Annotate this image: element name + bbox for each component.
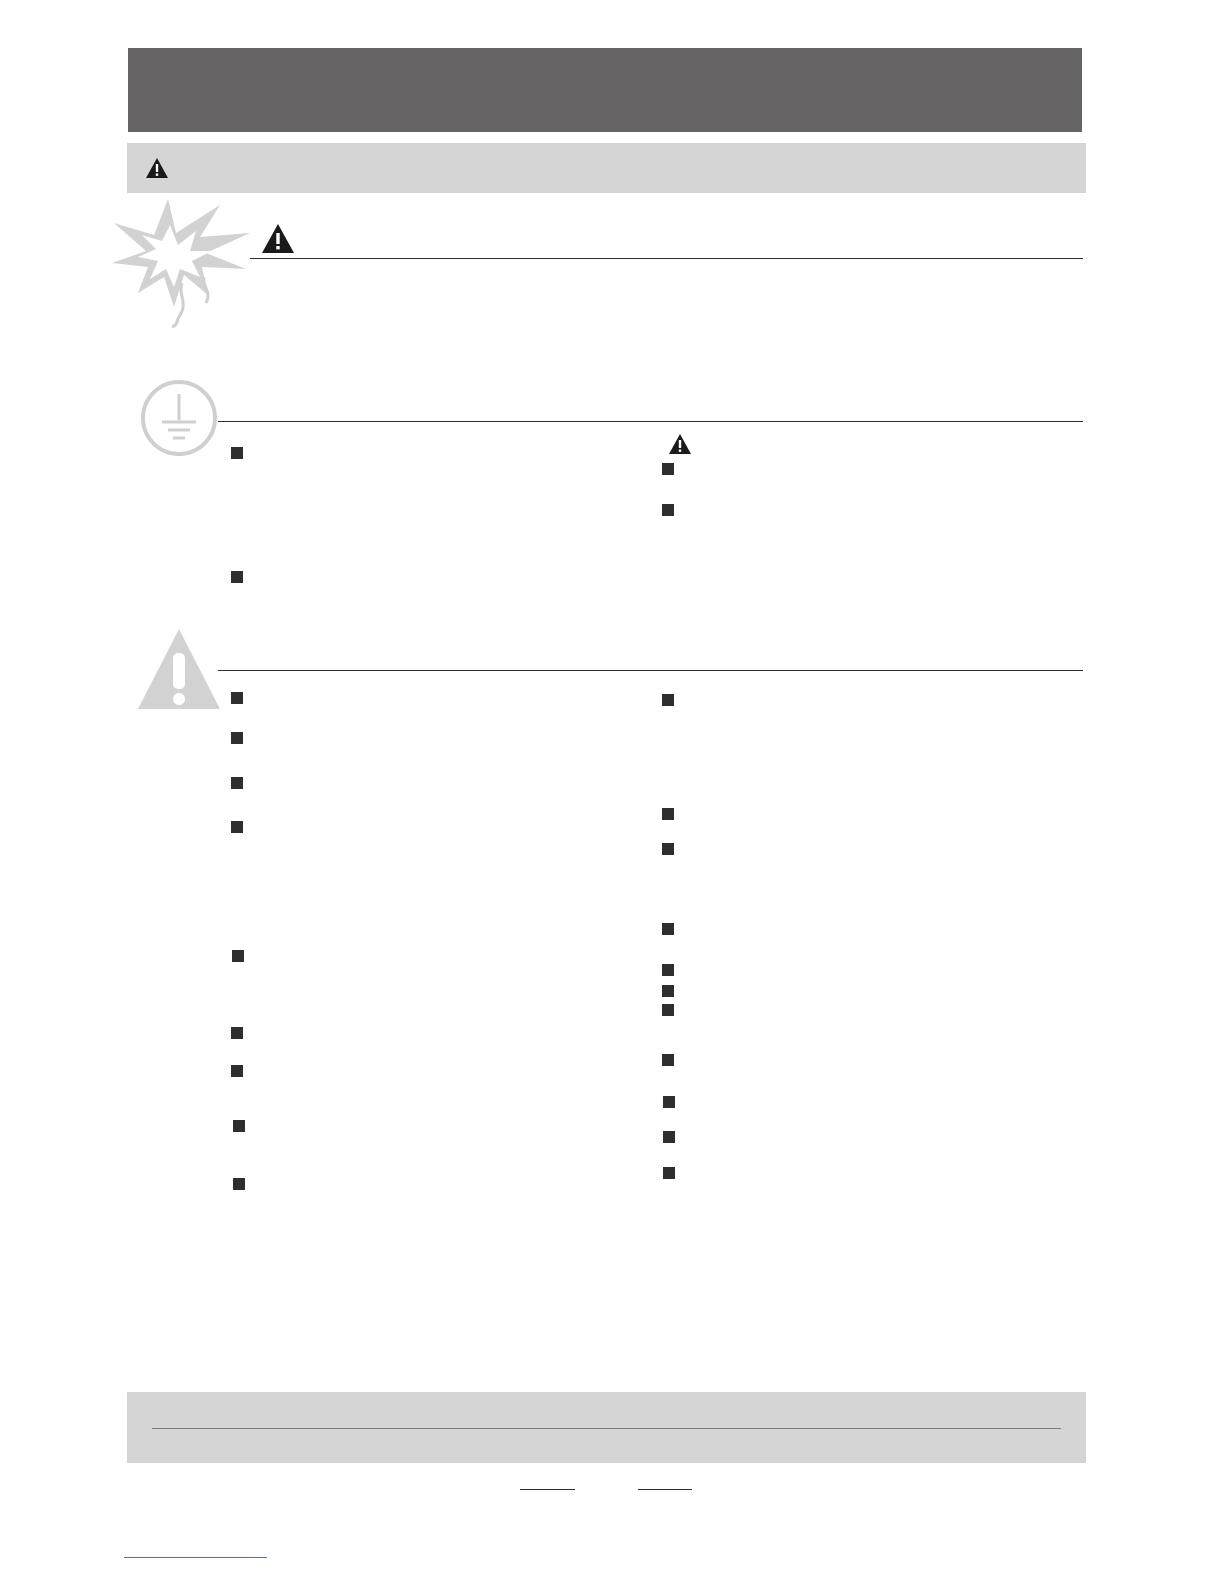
caution-triangle-icon — [136, 627, 222, 711]
list-bullet — [662, 985, 674, 997]
list-bullet — [662, 463, 674, 475]
list-bullet — [662, 694, 674, 706]
safety-subheader — [127, 143, 1086, 193]
header-bar — [128, 48, 1082, 132]
footer-note-rule — [152, 1428, 1061, 1429]
list-bullet — [231, 777, 243, 789]
list-bullet — [233, 1120, 245, 1132]
link-underline[interactable] — [638, 1489, 692, 1490]
url-link-underline[interactable] — [124, 1557, 267, 1558]
list-bullet — [232, 950, 244, 962]
list-bullet — [231, 447, 243, 459]
list-bullet — [231, 571, 243, 583]
list-bullet — [662, 808, 674, 820]
list-bullet — [662, 504, 674, 516]
list-bullet — [231, 1065, 243, 1077]
section-rule-electric-shock — [250, 258, 1083, 259]
list-bullet — [231, 692, 243, 704]
list-bullet — [663, 1131, 675, 1143]
list-bullet — [231, 1027, 243, 1039]
warning-triangle-icon — [261, 223, 295, 254]
section-rule-general-safety — [218, 670, 1083, 671]
ground-symbol-icon — [140, 380, 218, 458]
list-bullet — [662, 843, 674, 855]
section-rule-grounding — [218, 421, 1083, 422]
link-underline[interactable] — [520, 1489, 575, 1490]
list-bullet — [662, 1054, 674, 1066]
list-bullet — [663, 1167, 675, 1179]
explosion-icon — [108, 195, 256, 330]
list-bullet — [662, 923, 674, 935]
list-bullet — [662, 964, 674, 976]
list-bullet — [231, 821, 243, 833]
list-bullet — [231, 732, 243, 744]
warning-triangle-icon — [145, 157, 169, 179]
list-bullet — [233, 1178, 245, 1190]
warning-triangle-icon — [668, 433, 692, 455]
list-bullet — [663, 1096, 675, 1108]
list-bullet — [662, 1004, 674, 1016]
